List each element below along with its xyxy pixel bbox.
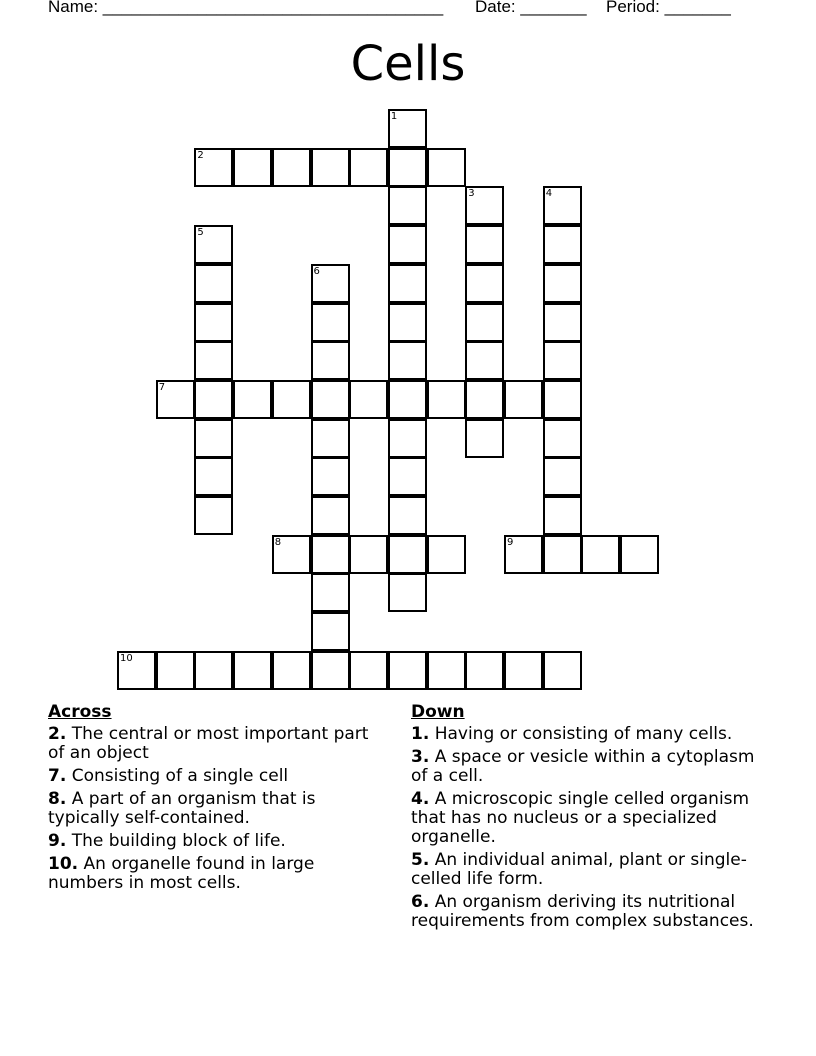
period-field-label: Period: _______ (606, 0, 731, 16)
grid-cell[interactable] (543, 496, 582, 535)
across-clue-text: A part of an organism that is typically self-contained. (48, 789, 316, 828)
clue-number: 8 (274, 536, 282, 548)
grid-cell[interactable] (311, 303, 350, 342)
down-heading: Down (411, 702, 465, 722)
across-clue (48, 767, 383, 786)
grid-cell[interactable] (543, 225, 582, 264)
clue-number: 3 (468, 188, 475, 200)
across-heading: Across (48, 702, 112, 722)
clue-number: 10 (120, 652, 133, 664)
grid-cell[interactable] (194, 457, 233, 496)
grid-cell[interactable] (388, 535, 427, 574)
clue-number: 9 (507, 536, 514, 548)
grid-cell[interactable] (311, 341, 350, 380)
grid-cell[interactable] (388, 496, 427, 535)
grid-cell[interactable] (465, 264, 504, 303)
grid-cell[interactable] (388, 380, 427, 419)
grid-cell[interactable] (194, 651, 233, 690)
down-clue (411, 893, 771, 931)
grid-cell[interactable] (233, 651, 272, 690)
grid-cell[interactable] (349, 535, 388, 574)
grid-cell[interactable] (388, 186, 427, 225)
across-clue-number: 7. (48, 766, 67, 786)
grid-cell[interactable] (427, 148, 466, 187)
grid-cell[interactable] (156, 380, 195, 419)
down-clue-text: An individual animal, plant or single-celled life form. (411, 850, 747, 889)
grid-cell[interactable] (504, 535, 543, 574)
down-clue (411, 725, 771, 744)
across-clue-number: 9. (48, 831, 67, 851)
grid-cell[interactable] (543, 651, 582, 690)
grid-cell[interactable] (272, 535, 311, 574)
across-clue-list (48, 725, 383, 893)
grid-cell[interactable] (465, 225, 504, 264)
clue-number: 2 (197, 149, 204, 161)
grid-cell[interactable] (311, 380, 350, 419)
grid-cell[interactable] (388, 419, 427, 458)
down-clue-text: Having or consisting of many cells. (429, 724, 733, 744)
down-clue (411, 748, 771, 786)
grid-cell[interactable] (194, 264, 233, 303)
grid-cell[interactable] (543, 303, 582, 342)
grid-cell[interactable] (272, 380, 311, 419)
grid-cell[interactable] (465, 419, 504, 458)
across-clue-number: 8. (48, 789, 67, 809)
grid-cell[interactable] (194, 148, 233, 187)
grid-cell[interactable] (543, 186, 582, 225)
grid-cell[interactable] (388, 457, 427, 496)
down-clue-text: An organism deriving its nutritional requirements from complex substances. (411, 892, 754, 931)
grid-cell[interactable] (504, 380, 543, 419)
clue-number: 4 (545, 188, 553, 200)
down-clue-number: 1. (411, 724, 430, 744)
down-clue-number: 4. (411, 789, 430, 809)
grid-cell[interactable] (311, 573, 350, 612)
grid-cell[interactable] (620, 535, 659, 574)
down-clue-text: A microscopic single celled organism that has no nucleus or a specialized organelle. (411, 789, 750, 847)
down-clues (411, 702, 771, 935)
across-clue (48, 855, 383, 893)
grid-cell[interactable] (194, 380, 233, 419)
grid-cell[interactable] (543, 419, 582, 458)
grid-cell[interactable] (194, 419, 233, 458)
grid-cell[interactable] (465, 303, 504, 342)
across-clue-text: The building block of life. (66, 831, 286, 851)
date-field-label: Date: _______ (475, 0, 587, 16)
grid-cell[interactable] (272, 651, 311, 690)
grid-cell[interactable] (233, 148, 272, 187)
grid-cell[interactable] (543, 380, 582, 419)
across-clue (48, 725, 383, 763)
grid-cell[interactable] (349, 148, 388, 187)
grid-cell[interactable] (465, 651, 504, 690)
name-field-label: Name: ____________________________________ (48, 0, 444, 16)
grid-cell[interactable] (194, 496, 233, 535)
clue-number: 1 (390, 111, 398, 122)
grid-cell[interactable] (388, 109, 427, 148)
grid-cell[interactable] (388, 341, 427, 380)
grid-cell[interactable] (311, 264, 350, 303)
grid-cell[interactable] (465, 380, 504, 419)
grid-cell[interactable] (504, 651, 543, 690)
grid-cell[interactable] (233, 380, 272, 419)
grid-cell[interactable] (194, 303, 233, 342)
down-clue-number: 3. (411, 747, 430, 767)
grid-cell[interactable] (272, 148, 311, 187)
down-clue-number: 5. (411, 850, 430, 870)
down-clue-text: A space or vesicle within a cytoplasm of a cell. (411, 747, 755, 786)
grid-cell[interactable] (311, 612, 350, 651)
across-clue-text: The central or most important part of an object (48, 724, 369, 763)
grid-cell[interactable] (156, 651, 195, 690)
grid-cell[interactable] (349, 651, 388, 690)
down-clue-number: 6. (411, 892, 430, 912)
grid-cell[interactable] (311, 148, 350, 187)
grid-cell[interactable] (427, 380, 466, 419)
grid-cell[interactable] (349, 380, 388, 419)
grid-cell[interactable] (388, 264, 427, 303)
grid-cell[interactable] (388, 225, 427, 264)
grid-cell[interactable] (543, 535, 582, 574)
down-clue (411, 790, 771, 847)
grid-cell[interactable] (388, 651, 427, 690)
grid-cell[interactable] (311, 496, 350, 535)
across-clue (48, 832, 383, 851)
across-clue-text: An organelle found in large numbers in most cells. (48, 854, 315, 893)
puzzle-title: Cells (350, 36, 466, 92)
grid-cell[interactable] (388, 573, 427, 612)
grid-cell[interactable] (311, 535, 350, 574)
grid-cell[interactable] (311, 457, 350, 496)
across-clue (48, 790, 383, 828)
clue-number: 7 (158, 381, 166, 393)
across-clue-text: Consisting of a single cell (66, 766, 289, 786)
grid-cell[interactable] (194, 225, 233, 264)
clue-number: 5 (197, 227, 204, 239)
grid-cell[interactable] (543, 457, 582, 496)
grid-cell[interactable] (117, 651, 156, 690)
grid-cell[interactable] (311, 419, 350, 458)
grid-cell[interactable] (194, 341, 233, 380)
grid-cell[interactable] (543, 264, 582, 303)
grid-cell[interactable] (465, 186, 504, 225)
across-clue-number: 10. (48, 854, 79, 874)
grid-cell[interactable] (543, 341, 582, 380)
grid-cell[interactable] (465, 341, 504, 380)
across-clues (48, 702, 383, 897)
grid-cell[interactable] (581, 535, 620, 574)
across-clue-number: 2. (48, 724, 67, 744)
grid-cell[interactable] (427, 535, 466, 574)
down-clue-list (411, 725, 771, 931)
down-clue (411, 851, 771, 889)
grid-cell[interactable] (427, 651, 466, 690)
grid-cell[interactable] (311, 651, 350, 690)
grid-cell[interactable] (388, 148, 427, 187)
grid-cell[interactable] (388, 303, 427, 342)
clue-number: 6 (313, 265, 320, 277)
